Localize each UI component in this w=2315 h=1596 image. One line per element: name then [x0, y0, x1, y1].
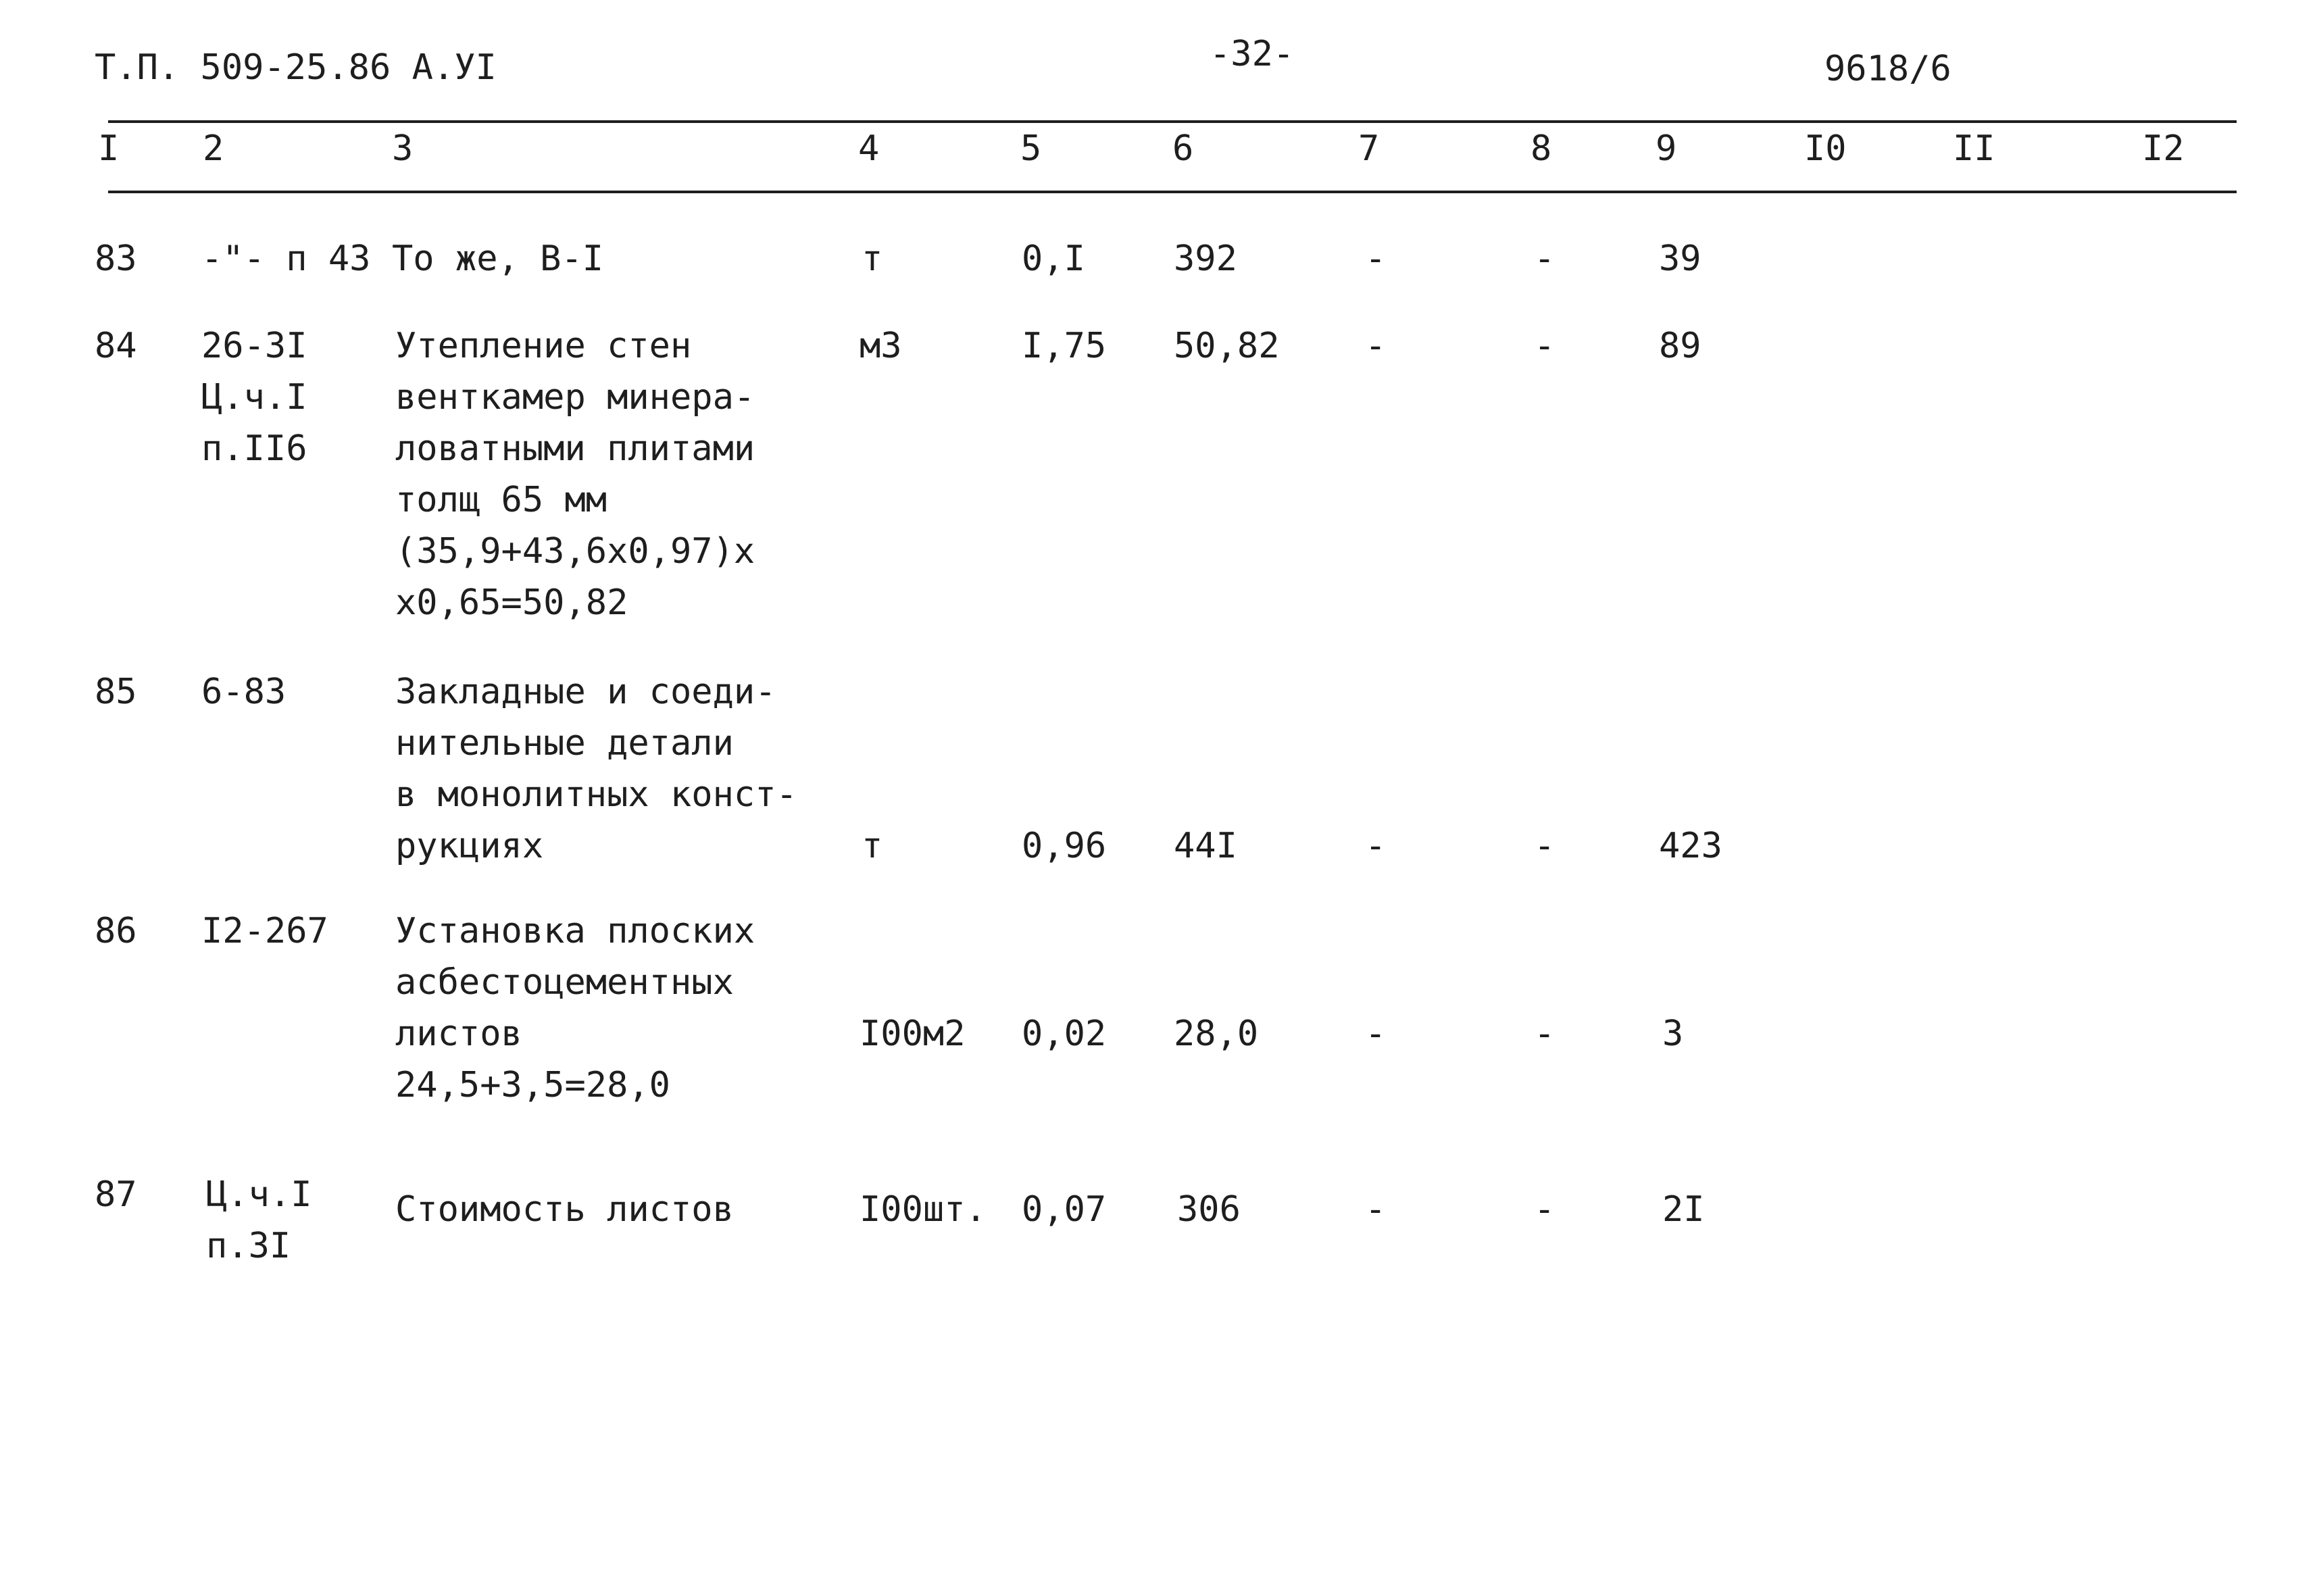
quantity: 0,I — [1022, 239, 1085, 279]
unit-price: 44I — [1174, 826, 1237, 866]
work-name-line: в монолитных конст- — [395, 774, 797, 815]
column-number: I — [98, 128, 120, 169]
unit-price: 50,82 — [1174, 326, 1280, 366]
column-number: 8 — [1530, 128, 1552, 169]
norm-code-line: Ц.ч.I — [206, 1174, 312, 1215]
column-number: 3 — [392, 128, 414, 169]
work-name — [395, 1184, 734, 1235]
total-cost: 39 — [1659, 239, 1701, 279]
table-header-rule — [108, 191, 2237, 193]
column-number: II — [1953, 128, 1995, 169]
work-name-line: То же, В-I — [392, 239, 604, 279]
norm-code-line: п.3I — [206, 1226, 291, 1266]
work-name-line: листов — [395, 1014, 522, 1054]
norm-code-line: I2-267 — [201, 911, 328, 951]
total-cost: 423 — [1659, 826, 1722, 866]
unit-price: 306 — [1177, 1189, 1241, 1230]
column-number: 4 — [858, 128, 880, 169]
work-name-line: (35,9+43,6х0,97)х — [395, 531, 755, 572]
unit: т — [862, 826, 883, 866]
work-name-line: х0,65=50,82 — [395, 582, 628, 623]
norm-code-line: Ц.ч.I — [201, 377, 307, 418]
col7-value: - — [1365, 326, 1387, 366]
unit-price: 28,0 — [1174, 1014, 1259, 1054]
quantity: 0,02 — [1022, 1014, 1107, 1054]
work-name — [395, 905, 755, 1111]
column-number: I2 — [2142, 128, 2185, 169]
quantity: 0,96 — [1022, 826, 1107, 866]
quantity: 0,07 — [1022, 1189, 1107, 1230]
quantity: I,75 — [1022, 326, 1107, 366]
norm-code — [201, 320, 307, 474]
norm-code-line: п.II6 — [201, 428, 307, 469]
work-name-line: Утепление стен — [395, 326, 692, 366]
column-number: I0 — [1804, 128, 1847, 169]
col7-value: - — [1365, 239, 1387, 279]
row-number: 83 — [95, 239, 137, 279]
col7-value: - — [1365, 826, 1387, 866]
work-name-line: ловатными плитами — [395, 428, 755, 469]
col7-value: - — [1365, 1014, 1387, 1054]
norm-code — [201, 905, 328, 957]
work-name-line: венткамер минера- — [395, 377, 755, 418]
column-number: 6 — [1172, 128, 1194, 169]
work-name — [392, 233, 603, 284]
work-name-line: 24,5+3,5=28,0 — [395, 1065, 670, 1105]
work-name-line: нительные детали — [395, 723, 734, 764]
norm-code — [201, 666, 286, 718]
document-code: Т.П. 509-25.86 А.УI — [95, 47, 497, 88]
column-number: 5 — [1020, 128, 1042, 169]
column-number: 7 — [1358, 128, 1380, 169]
row-number: 84 — [95, 326, 137, 366]
col8-value: - — [1534, 1189, 1555, 1230]
unit: м3 — [860, 326, 902, 366]
row-number: 85 — [95, 672, 137, 712]
work-name-line: Закладные и соеди- — [395, 672, 776, 712]
col7-value: - — [1365, 1189, 1387, 1230]
col8-value: - — [1534, 826, 1555, 866]
work-name-line: Установка плоских — [395, 911, 755, 951]
table-top-rule — [108, 120, 2237, 123]
col8-value: - — [1534, 326, 1555, 366]
work-name-line: толщ 65 мм — [395, 480, 607, 520]
total-cost: 2I — [1662, 1189, 1705, 1230]
column-number: 2 — [203, 128, 224, 169]
column-number: 9 — [1656, 128, 1677, 169]
norm-code — [201, 233, 370, 284]
row-number: 86 — [95, 911, 137, 951]
unit: т — [862, 239, 883, 279]
unit: I00м2 — [860, 1014, 966, 1054]
col8-value: - — [1534, 1014, 1555, 1054]
unit: I00шт. — [860, 1189, 987, 1230]
norm-code-line: 26-3I — [201, 326, 307, 366]
work-name-line: асбестоцементных — [395, 962, 734, 1003]
work-name — [395, 320, 755, 628]
col8-value: - — [1534, 239, 1555, 279]
norm-code — [206, 1169, 312, 1272]
total-cost: 3 — [1662, 1014, 1684, 1054]
norm-code-line: 6-83 — [201, 672, 287, 712]
document-number: 9618/6 — [1824, 49, 1951, 89]
norm-code-line: -"- п 43 — [201, 239, 371, 279]
work-name-line: рукциях — [395, 826, 544, 866]
total-cost: 89 — [1659, 326, 1701, 366]
row-number: 87 — [95, 1174, 137, 1215]
work-name-line: Стоимость листов — [395, 1189, 734, 1230]
work-name — [395, 666, 797, 872]
page-number: -32- — [1210, 34, 1295, 74]
unit-price: 392 — [1174, 239, 1237, 279]
